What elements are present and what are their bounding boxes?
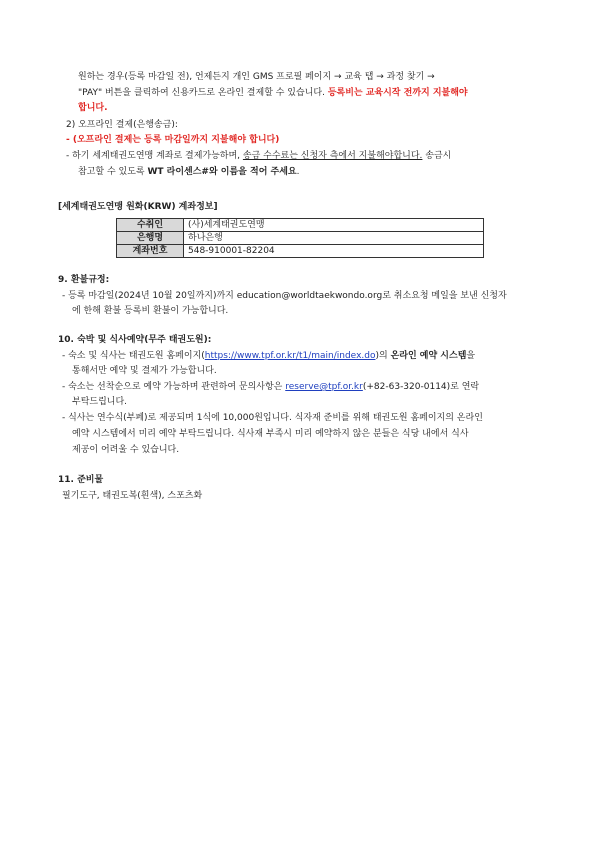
lodging-bullet-2-line-2: 부탁드립니다.	[72, 397, 128, 407]
offline-desc-b: 송금시	[422, 151, 452, 161]
lodging-b2-b: (+82-63-320-0114)로 연락	[362, 382, 480, 392]
tpf-website-link[interactable]: https://www.tpf.or.kr/t1/main/index.do	[204, 351, 376, 361]
account-value: (사)세계태권도연맹	[184, 219, 484, 232]
refund-title: 9. 환불규정:	[58, 275, 110, 285]
table-row	[117, 219, 484, 232]
payment-line-2-text: "PAY" 버튼을 클릭하여 신용카드로 온라인 결제할 수 있습니다.	[78, 88, 328, 98]
lodging-b2-a: - 숙소는 선착순으로 예약 가능하며 관련하여 문의사항은	[62, 382, 286, 392]
lodging-b1-c: 을	[466, 351, 476, 361]
offline-payment-desc-2	[78, 165, 600, 180]
lodging-bullet-1-line-2: 통해서만 예약 및 결제가 가능합니다.	[72, 366, 217, 376]
table-row	[117, 232, 484, 245]
account-value: 548-910001-82204	[184, 245, 484, 258]
offline-desc-a: - 하기 세계태권도연맹 계좌로 결제가능하며,	[66, 151, 243, 161]
offline-payment-desc	[66, 149, 600, 164]
account-label: 은행명	[117, 232, 184, 245]
refund-line-1: - 등록 마감일(2024년 10월 20일까지)까지 education@worldtaekwondo.org로 취소요청 메일을 보낸 신청자	[62, 291, 507, 301]
supplies-items: 필기도구, 태권도복(흰색), 스포츠화	[62, 491, 203, 501]
supplies-title: 11. 준비물	[58, 475, 104, 485]
lodging-bullet-3-line-2: 예약 시스템에서 미리 예약 부탁드립니다. 식사재 부족시 미리 예약하지 않은 분들은 식당 내에서 식사	[72, 429, 469, 439]
account-value: 하나은행	[184, 232, 484, 245]
account-title: [세계태권도연맹 원화(KRW) 계좌정보]	[58, 202, 218, 212]
offline-payment-title: 2) 오프라인 결제(은행송금):	[66, 120, 178, 130]
payment-line-1: 원하는 경우(등록 마감일 전), 언제든지 개인 GMS 프로필 페이지 → 교육 탭 → 과정 찾기 →	[78, 72, 435, 82]
account-label: 계좌번호	[117, 245, 184, 258]
account-label: 수취인	[117, 219, 184, 232]
lodging-b1-b: )의	[375, 351, 391, 361]
account-table	[116, 218, 484, 258]
lodging-bullet-3: - 식사는 연수식(부페)로 제공되며 1식에 10,000원입니다. 식자재 준비를 위해 태권도원 홈페이지의 온라인	[62, 413, 483, 423]
refund-line-2: 에 한해 환불 등록비 환불이 가능합니다.	[72, 306, 229, 316]
lodging-bullet-2	[62, 380, 600, 395]
offline-desc2-b: .	[296, 167, 300, 177]
online-reservation-system: 온라인 예약 시스템	[390, 351, 467, 361]
offline-desc2-a: 참고할 수 있도록	[78, 167, 148, 177]
payment-deadline-note: 등록비는 교육시작 전까지 지불해야	[327, 88, 468, 98]
lodging-b1-a: - 숙소 및 식사는 태권도원 홈페이지(	[62, 351, 205, 361]
payment-line-3	[78, 101, 600, 116]
table-row	[117, 245, 484, 258]
offline-desc-fee: 송금 수수료는 신청자 측에서 지불해야합니다.	[242, 151, 423, 161]
payment-line-2	[78, 86, 600, 101]
reserve-email-link[interactable]: reserve@tpf.or.kr	[285, 382, 363, 392]
offline-desc2-bold: WT 라이센스#와 이름을 적어 주세요	[147, 167, 297, 177]
lodging-bullet-3-line-3: 제공이 어려울 수 있습니다.	[72, 445, 180, 455]
lodging-bullet-1	[62, 349, 600, 364]
payment-deadline-note-end: 합니다.	[78, 103, 108, 113]
offline-payment-note: - (오프라인 결제는 등록 마감일까지 지불해야 합니다)	[66, 135, 280, 145]
lodging-title: 10. 숙박 및 식사예약(무주 태권도원):	[58, 335, 212, 345]
